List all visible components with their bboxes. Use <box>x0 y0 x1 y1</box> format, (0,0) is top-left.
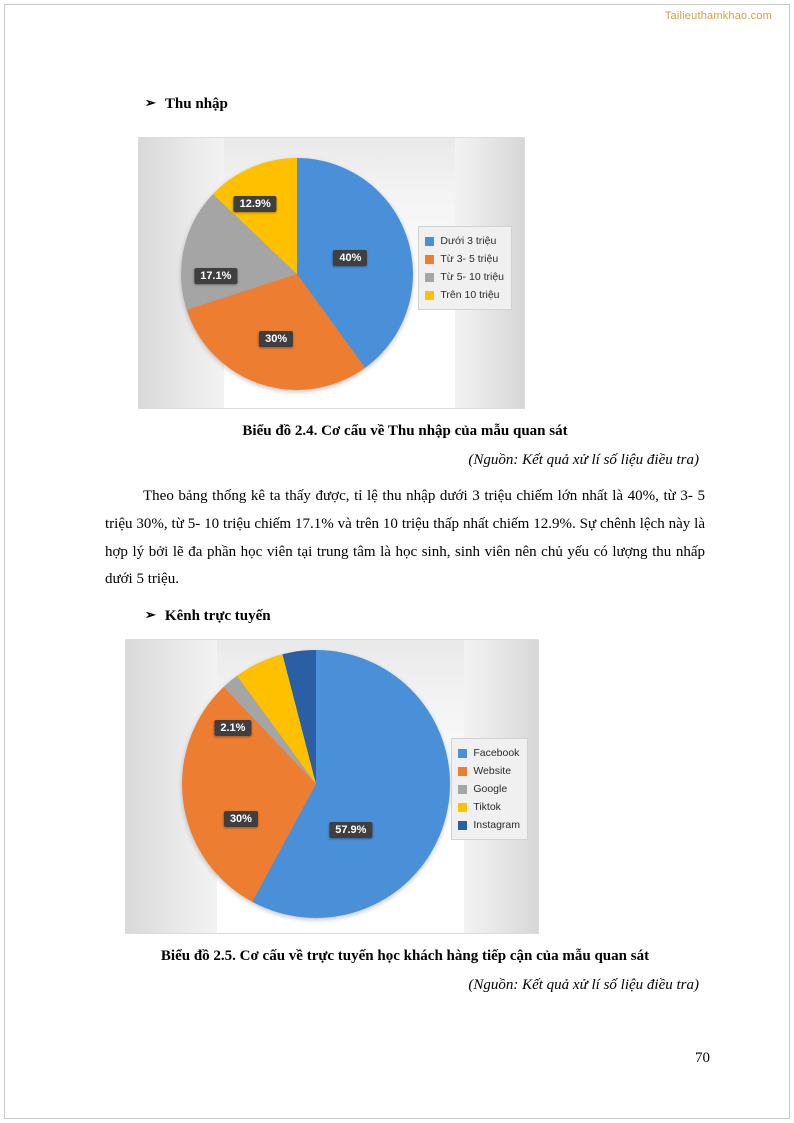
chart-source-income: (Nguồn: Kết quả xử lí số liệu điều tra) <box>468 452 699 468</box>
legend-item <box>425 232 504 250</box>
section-heading-label: Kênh trực tuyến <box>164 608 271 624</box>
pie-chart-online-channel <box>182 650 450 918</box>
legend-item <box>458 798 520 816</box>
page-number: 70 <box>695 1050 710 1066</box>
pie-label-facebook: 57.9% <box>329 822 372 838</box>
legend-item <box>425 286 504 304</box>
legend-item <box>458 762 520 780</box>
legend-swatch-icon <box>425 273 434 282</box>
legend-label: Trên 10 triệu <box>440 289 500 301</box>
pie-chart-income <box>181 158 413 390</box>
legend-label: Instagram <box>473 819 520 831</box>
legend-swatch-icon <box>458 785 467 794</box>
legend-label: Dưới 3 triệu <box>440 235 497 247</box>
legend-swatch-icon <box>425 255 434 264</box>
chart-caption-income: Biểu đồ 2.4. Cơ cấu về Thu nhập của mẫu quan sát <box>242 423 568 439</box>
chart-legend-online-channel <box>451 738 528 840</box>
chart-caption-online-channel: Biểu đồ 2.5. Cơ cấu về trực tuyến học khách hàng tiếp cận của mẫu quan sát <box>160 948 650 964</box>
pie-label-tren-10-trieu: 12.9% <box>234 196 277 212</box>
legend-swatch-icon <box>458 821 467 830</box>
legend-item <box>458 816 520 834</box>
legend-swatch-icon <box>458 767 467 776</box>
chart-legend-income <box>418 226 512 310</box>
legend-item <box>425 268 504 286</box>
pie-label-tu-5-10-trieu: 17.1% <box>194 268 237 284</box>
section-heading-label: Thu nhập <box>164 96 228 112</box>
pie-label-duoi-3-trieu: 40% <box>333 250 367 266</box>
legend-label: Google <box>473 783 508 795</box>
legend-swatch-icon <box>425 291 434 300</box>
legend-label: Facebook <box>473 747 520 759</box>
legend-item <box>425 250 504 268</box>
section-heading-thu-nhap <box>145 96 705 113</box>
pie-label-website: 30% <box>224 811 258 827</box>
watermark: Tailieuthamkhao.com <box>664 10 772 22</box>
paragraph-income-analysis: Theo bảng thống kê ta thấy được, tỉ lệ thu nhập dưới 3 triệu chiếm lớn nhất là 40%, từ 3- 5 triệu 30%, từ 5- 10 triệu chiếm 17.1% và trên 10 triệu thấp nhất chiếm 12.9%. Sự chênh lệch này là hợp lý bởi lẽ đa phần học viên tại trung tâm là học sinh, sinh viên nên chủ yếu có lượng thu nhấp dưới 5 triệu. <box>105 488 705 588</box>
legend-label: Tiktok <box>473 801 501 813</box>
legend-item <box>458 780 520 798</box>
chart-figure-online-channel <box>125 639 539 934</box>
chart-figure-income <box>138 137 525 409</box>
legend-label: Từ 3- 5 triệu <box>440 253 499 265</box>
arrow-bullet-icon: ➢ <box>145 95 156 110</box>
pie-label-google: 2.1% <box>214 720 251 736</box>
legend-label: Từ 5- 10 triệu <box>440 271 504 283</box>
arrow-bullet-icon: ➢ <box>145 607 156 622</box>
legend-label: Website <box>473 765 512 777</box>
legend-swatch-icon <box>425 237 434 246</box>
pie-label-tu-3-5-trieu: 30% <box>259 331 293 347</box>
chart-source-online-channel: (Nguồn: Kết quả xử lí số liệu điều tra) <box>468 977 699 993</box>
section-heading-kenh-truc-tuyen <box>145 608 705 625</box>
legend-item <box>458 744 520 762</box>
pie-slices <box>182 650 450 918</box>
legend-swatch-icon <box>458 803 467 812</box>
legend-swatch-icon <box>458 749 467 758</box>
document-content <box>105 96 705 994</box>
